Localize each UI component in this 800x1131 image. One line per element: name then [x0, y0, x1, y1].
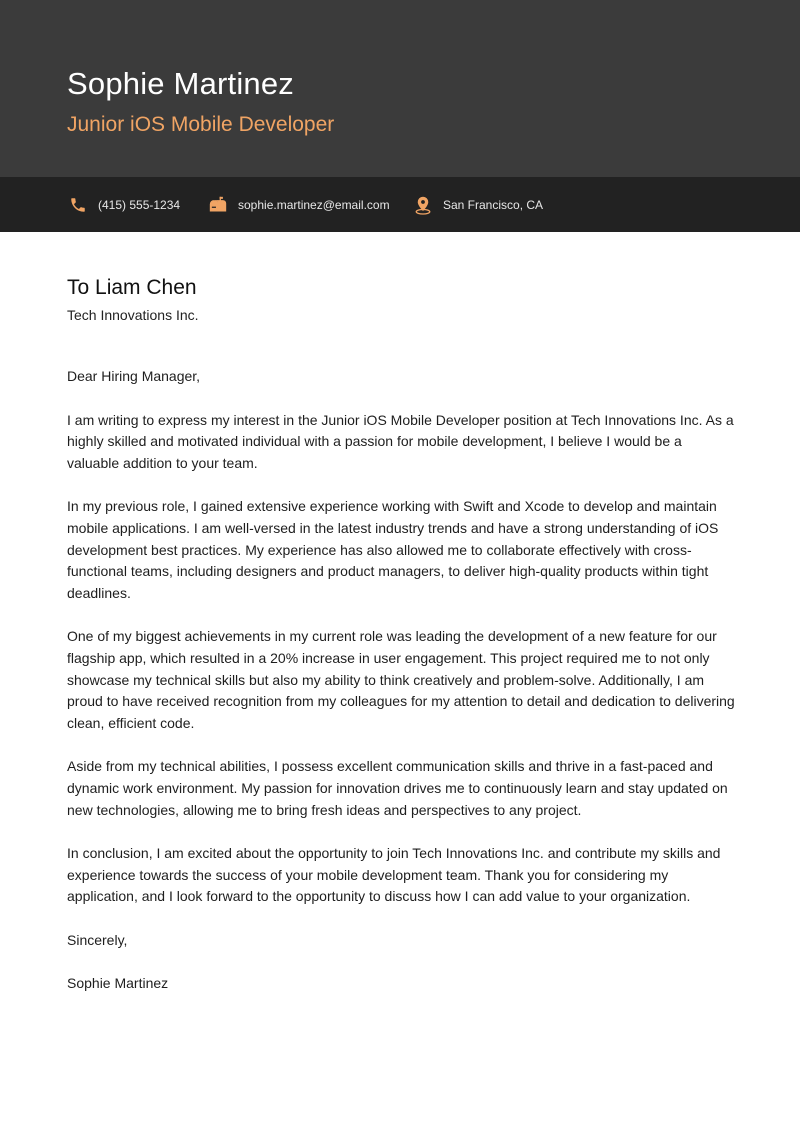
email-address: sophie.martinez@email.com	[238, 197, 390, 212]
paragraph: In conclusion, I am excited about the opportunity to join Tech Innovations Inc. and contribute my skills and experience towards the success of your mobile development team. Thank you for considering my application, and I look forward to the opportunity to discuss how I can add value to your organization.	[67, 845, 721, 905]
location-pin-icon	[413, 195, 433, 215]
recipient-company: Tech Innovations Inc.	[67, 307, 199, 323]
contact-email	[208, 177, 390, 232]
phone-number: (415) 555-1234	[98, 197, 181, 212]
location: San Francisco, CA	[443, 197, 544, 212]
contact-bar	[0, 177, 800, 232]
paragraph: In my previous role, I gained extensive experience working with Swift and Xcode to develop and maintain mobile applications. I am well-versed in the latest industry trends and have a strong understanding of iOS development best practices. My experience has also allowed me to collaborate effectively with cross-functional teams, including designers and product managers, to deliver high-quality products within tight deadlines.	[67, 498, 719, 601]
paragraph: I am writing to express my interest in the Junior iOS Mobile Developer position at Tech Innovations Inc. As a highly skilled and motivated individual with a passion for mobile development, I believe I would be a valuable addition to your team.	[67, 411, 734, 471]
paragraph: One of my biggest achievements in my current role was leading the development of a new feature for our flagship app, which resulted in a 20% increase in user engagement. This project required me to not only showcase my technical skills but also my ability to think creatively and problem-solve. Additionally, I am proud to have received recognition from my colleagues for my attention to detail and dedication to delivering clean, efficient code.	[67, 628, 735, 731]
signature: Sophie Martinez	[67, 975, 169, 992]
closing: Sincerely,	[67, 931, 128, 948]
job-title: Junior iOS Mobile Developer	[67, 113, 335, 136]
header-banner	[0, 0, 800, 177]
phone-icon	[68, 195, 88, 215]
recipient-name: To Liam Chen	[67, 276, 197, 299]
contact-location	[413, 177, 543, 232]
mailbox-icon	[208, 195, 228, 215]
applicant-name: Sophie Martinez	[67, 66, 295, 101]
salutation: Dear Hiring Manager,	[67, 368, 201, 384]
contact-phone	[68, 177, 180, 232]
letter-body	[67, 366, 737, 1017]
paragraph: Aside from my technical abilities, I possess excellent communication skills and thrive in a fast-paced and dynamic work environment. My passion for innovation drives me to continuously learn and stay updated on new technologies, allowing me to bring fresh ideas and perspectives to any project.	[67, 758, 728, 818]
